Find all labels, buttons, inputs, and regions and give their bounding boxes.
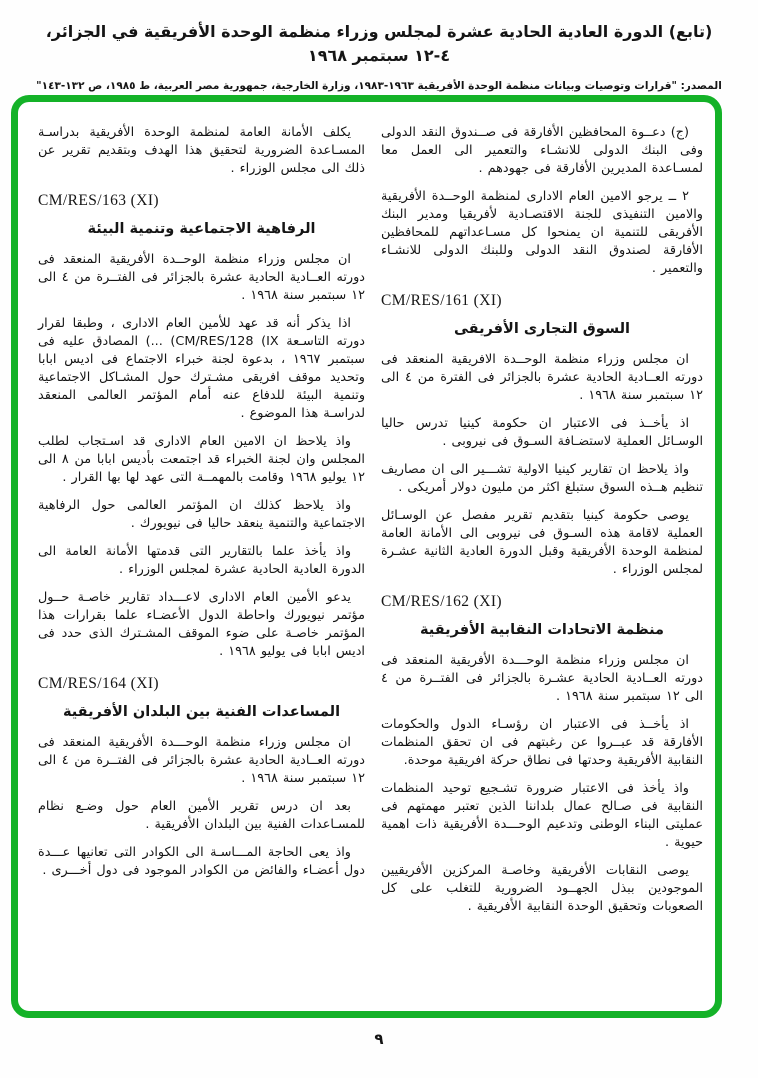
page-number: ٩ [374,1030,384,1048]
resolution-paragraph: يدعو الأمين العام الادارى لاعـــداد تقارير خاصـة حــول مؤتمر نيويورك واحاطة الدول الأعضـاء علما بقرارات هذا المؤتمر خاصـة على ضوء الموقف المشـترك الذى حدد فى اديس ابابا فى يوليو ١٩٦٨ . [38,590,365,659]
resolution-paragraph: يوصى النقابات الأفريقية وخاصـة المركزين الأفريقيين الموجودين ببذل الجهــود الضرورية للتغلب على كل الصعوبات وتحقيق الوحدة النقابية الأفريقية . [381,863,703,914]
resolution-paragraph: ٢ ــ يرجو الامين العام الادارى لمنظمة الوحــدة الأفريقية والامين التنفيذى للجنة الاقتصـادية لأفريقيا ومدير البنك الأفريقى للتنمية ان يمنحوا كل مسـاعداتهم للمحافظين الأفارقة لصندوق النقد الدولى وللبنك الدولى للانشـاء والتعمير . [381,189,703,276]
two-column-layout [38,124,703,1001]
resolution-paragraph: اذ يأخــذ فى الاعتبار ان رؤسـاء الدول والحكومات الأفارقة قد عبــروا عن رغبتهم فى ان تحقق المنظمات النقابية الأفريقية وحدتها فى نطاق حركة افريقية موحدة. [381,717,703,768]
column-right [381,124,703,1001]
resolution-id: CM/RES/164 (XI) [38,675,159,692]
resolution-paragraph: بعد ان درس تقرير الأمين العام حول وضـع نظام للمسـاعدات الفنية بين البلدان الأفريقية . [38,799,365,832]
resolution-title: الرفاهية الاجتماعية وتنمية البيئة [87,221,316,237]
resolution-paragraph: واذ يأخذ فى الاعتبار ضرورة تشـجيع توحيد المنظمات النقابية فى صـالح عمال بلداننا الذين تعتبر مهمتهم فى عمليتى البناء الوطنى وتدعيم الوحـــدة الأفريقية ذات اهمية حيوية . [381,781,703,850]
header-source-line: المصدر: "قرارات وتوصيات وبيانات منظمة الوحدة الأفريقية ١٩٦٣-١٩٨٣، وزارة الخارجية، جمهورية مصر العربية، ط ١٩٨٥، ص ١٣٢-١٤٣" [36,80,722,92]
resolution-id: CM/RES/162 (XI) [381,593,502,610]
resolution-paragraph: اذا يذكر أنه قد عهد للأمين العام الادارى ، وطبقا لقرار دورته التاسـعة ‪(... (CM/RES/128 (IX‬ المصادق عليه فى سبتمبر ١٩٦٧ ، بدعوة لجنة خبراء الاجتماع فى اديس ابابا وتحديد موقف افريقى مشـترك حول المشـاكل الاجتماعية وتنمية البيئة للدفاع عنه أمام المؤتمر العالمى المنعقد لدراسـة هذا الموضوع . [38,316,365,421]
resolution-title: المساعدات الفنية بين البلدان الأفريقية [62,704,341,720]
resolution-paragraph: واذ يأخذ علما بالتقارير التى قدمتها الأمانة العامة الى الدورة العادية الحادية عشرة لمجلس الوزراء . [38,544,365,577]
resolution-paragraph: (ج) دعــوة المحافظين الأفارقة فى صــندوق النقد الدولى وفى البنك الدولى للانشـاء والتعمير الى العمل معا لمسـاعدة المديرين الأفارقة فى جهودهم . [381,125,703,176]
resolution-id: CM/RES/161 (XI) [381,292,502,309]
header-title: (تابع) الدورة العادية الحادية عشرة لمجلس وزراء منظمة الوحدة الأفريقية في الجزائر، ٤-١٢ سبتمبر ١٩٦٨ [45,22,713,65]
resolution-paragraph: واذ يعى الحاجة المـــاسـة الى الكوادر التى تعانيها عـــدة دول أعضـاء والفائض من الكوادر الموجود فى دول أخـــرى . [38,845,365,878]
resolution-paragraph: ان مجلس وزراء منظمة الوحـــدة الأفريقية المنعقد فى دورته العــادية الحادية عشـرة بالجزائر فى الفتــرة من ٤ الى ١٢ سبتمبر سنة ١٩٦٨ . [381,653,703,704]
resolution-paragraph: واذ يلاحظ ان تقارير كينيا الاولية تشـــير الى ان مصاريف تنظيم هــذه السوق ستبلغ اكثر من مليون دولار أمريكى . [381,462,703,495]
resolution-title: منظمة الاتحادات النقابية الأفريقية [419,622,664,638]
resolution-paragraph: يوصى حكومة كينيا بتقديم تقرير مفصل عن الوسـائل العملية لاقامة هذه السـوق فى نيروبى الى الأمانة العامة لمنظمة الوحدة الأفريقية وقبل الدورة العادية الثانية عشـرة لمجلس الوزراء . [381,508,703,577]
resolution-id: CM/RES/163 (XI) [38,192,159,209]
resolution-paragraph: واذ يلاحظ ان الامين العام الادارى قد اسـتجاب لطلب المجلس وان لجنة الخبراء قد اجتمعت بأديس ابابا من ٨ الى ١٢ يوليو ١٩٦٨ وقامت بالمهمــة التى عهد لها بها القرار . [38,434,365,485]
resolution-paragraph: اذ يأخــذ فى الاعتبار ان حكومة كينيا تدرس حاليا الوسـائل العملية لاستضـافة السـوق فى نيروبى . [381,416,703,449]
resolution-title: السوق التجارى الأفريقى [453,321,631,337]
resolution-paragraph: ان مجلس وزراء منظمة الوحــدة الأفريقية المنعقد فى دورته العــادية الحادية عشرة بالجزائر فى الفتــرة من ٤ الى ١٢ سبتمبر سنة ١٩٦٨ . [38,252,365,303]
content-border-box [11,95,722,1018]
resolution-paragraph: ان مجلس وزراء منظمة الوحـــدة الأفريقية المنعقد فى دورته العــادية الحادية عشرة بالجزائر فى الفتــرة من ٤ الى ١٢ سبتمبر سنة ١٩٦٨ . [38,735,365,786]
resolution-paragraph: ان مجلس وزراء منظمة الوحــدة الافريقية المنعقد فى دورته العــادية الحادية عشرة بالجزائر فى الفترة من ٤ الى ١٢ سبتمبر سنة ١٩٦٨ . [381,352,703,403]
resolution-paragraph: واذ يلاحظ كذلك ان المؤتمر العالمى حول الرفاهية الاجتماعية والتنمية ينعقد حاليا فى نيويورك . [38,498,365,531]
column-left [38,124,365,1001]
page-header [0,20,758,94]
resolution-paragraph: يكلف الأمانة العامة لمنظمة الوحدة الأفريقية بدراسـة المسـاعدة الضرورية لتحقيق هذا الهدف وبتقديم تقرير عن ذلك الى مجلس الوزراء . [38,125,365,176]
